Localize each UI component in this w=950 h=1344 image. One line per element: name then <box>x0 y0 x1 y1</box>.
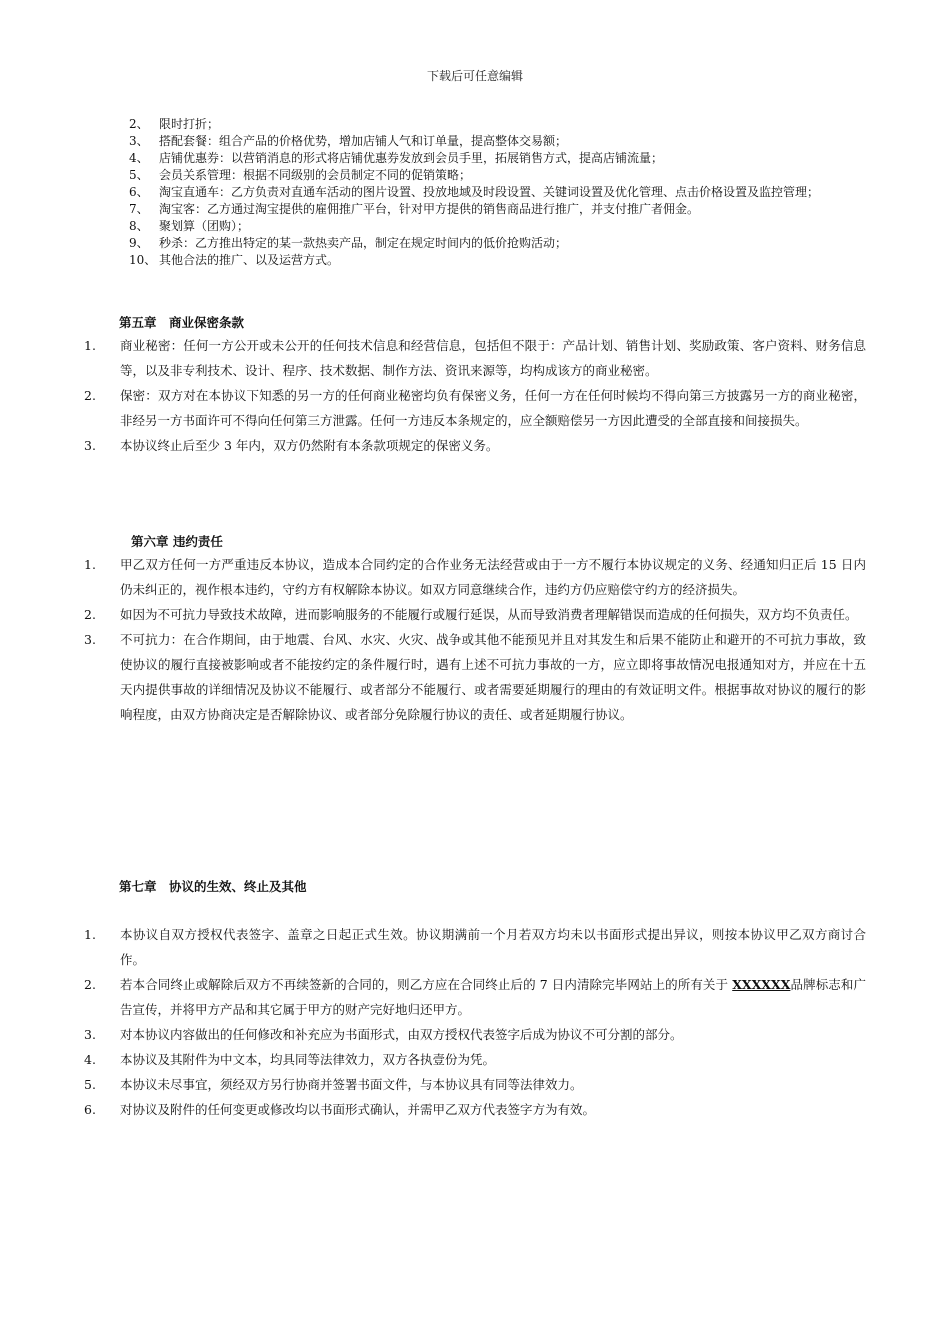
clause-item <box>84 1072 866 1097</box>
clause-text: 对协议及附件的任何变更或修改均以书面形式确认，并需甲乙双方代表签字方为有效。 <box>120 1102 596 1117</box>
clause-item <box>84 627 866 727</box>
clause-number: 4. <box>84 1052 96 1067</box>
clause-text: 本协议自双方授权代表签字、盖章之日起正式生效。协议期满前一个月若双方均未以书面形式提出异议，则按本协议甲乙双方商讨合作。 <box>120 927 866 967</box>
brand-placeholder: XXXXXX <box>732 977 791 992</box>
clause-number: 1. <box>84 927 96 942</box>
item-number: 2、 <box>129 117 149 131</box>
chapter7-title: 第七章 协议的生效、终止及其他 <box>119 879 307 894</box>
promotion-method-list <box>129 116 869 269</box>
item-number: 4、 <box>129 151 149 165</box>
list-item <box>129 218 869 235</box>
clause-number: 5. <box>84 1077 96 1092</box>
item-text: 店铺优惠券：以营销消息的形式将店铺优惠券发放到会员手里，拓展销售方式，提高店铺流量； <box>159 151 664 165</box>
list-item <box>129 167 869 184</box>
clause-text: 不可抗力：在合作期间，由于地震、台风、水灾、火灾、战争或其他不能预见并且对其发生和后果不能防止和避开的不可抗力事故，致使协议的履行直接被影响或者不能按约定的条件履行时，遇有上述不可抗力事故的一方，应立即将事故情况电报通知对方，并应在十五天内提供事故的详细情况及协议不能履行、或者部分不能履行、或者需要延期履行的理由的有效证明文件。根据事故对协议的履行的影响程度，由双方协商决定是否解除协议、或者部分免除履行协议的责任、或者延期履行协议。 <box>120 632 866 722</box>
item-number: 6、 <box>129 185 149 199</box>
item-text: 其他合法的推广、以及运营方式。 <box>159 253 340 267</box>
clause-number: 2. <box>84 607 96 622</box>
clause-text: 本协议终止后至少 3 年内，双方仍然附有本条款项规定的保密义务。 <box>120 438 499 453</box>
list-item <box>129 252 869 269</box>
list-item <box>129 184 869 201</box>
chapter6-list <box>84 552 866 727</box>
item-text: 淘宝直通车：乙方负责对直通车活动的图片设置、投放地域及时段设置、关键词设置及优化管理、点击价格设置及监控管理； <box>159 185 820 199</box>
clause-text: 保密：双方对在本协议下知悉的另一方的任何商业秘密均负有保密义务，任何一方在任何时候均不得向第三方披露另一方的商业秘密，非经另一方书面许可不得向任何第三方泄露。任何一方违反本条规定的，应全额赔偿另一方因此遭受的全部直接和间接损失。 <box>120 388 866 428</box>
chapter5-list <box>84 333 866 458</box>
clause-item <box>84 922 866 972</box>
clause-item <box>84 1097 866 1122</box>
clause-text <box>120 972 866 1022</box>
clause-number: 6. <box>84 1102 96 1117</box>
clause-text: 甲乙双方任何一方严重违反本协议，造成本合同约定的合作业务无法经营或由于一方不履行本协议规定的义务、经通知归正后 15 日内仍未纠正的，视作根本违约，守约方有权解除本协议。如双方同意继续合作，违约方仍应赔偿守约方的经济损失。 <box>120 557 866 597</box>
clause-text: 本协议及其附件为中文本，均具同等法律效力，双方各执壹份为凭。 <box>120 1052 496 1067</box>
clause-text: 本协议未尽事宜，须经双方另行协商并签署书面文件，与本协议具有同等法律效力。 <box>120 1077 583 1092</box>
item-number: 7、 <box>129 202 149 216</box>
clause-text-before: 若本合同终止或解除后双方不再续签新的合同的，则乙方应在合同终止后的 7 日内清除完毕网站上的所有关于 <box>120 977 733 992</box>
clause-number: 3. <box>84 438 96 453</box>
clause-item <box>84 972 866 1022</box>
clause-number: 2. <box>84 388 96 403</box>
item-text: 会员关系管理：根据不同级别的会员制定不同的促销策略； <box>159 168 472 182</box>
clause-item <box>84 602 866 627</box>
clause-item <box>84 433 866 458</box>
clause-number: 3. <box>84 632 96 647</box>
clause-text: 如因为不可抗力导致技术故障，进而影响服务的不能履行或履行延误，从而导致消费者理解错误而造成的任何损失，双方均不负责任。 <box>120 607 858 622</box>
list-item <box>129 201 869 218</box>
chapter5-title: 第五章 商业保密条款 <box>119 315 245 330</box>
item-number: 8、 <box>129 219 149 233</box>
clause-number: 2. <box>84 977 96 992</box>
chapter6-title: 第六章 违约责任 <box>131 534 223 549</box>
clause-number: 3. <box>84 1027 96 1042</box>
item-text: 聚划算（团购）； <box>159 219 250 233</box>
item-number: 3、 <box>129 134 149 148</box>
item-number: 5、 <box>129 168 149 182</box>
chapter7-list <box>84 922 866 1122</box>
clause-number: 1. <box>84 557 96 572</box>
clause-text: 商业秘密：任何一方公开或未公开的任何技术信息和经营信息，包括但不限于：产品计划、销售计划、奖励政策、客户资料、财务信息等，以及非专利技术、设计、程序、技术数据、制作方法、资讯来源等，均构成该方的商业秘密。 <box>120 338 866 378</box>
clause-item <box>84 383 866 433</box>
list-item <box>129 235 869 252</box>
clause-number: 1. <box>84 338 96 353</box>
item-text: 搭配套餐：组合产品的价格优势，增加店铺人气和订单量，提高整体交易额； <box>159 134 568 148</box>
item-text: 限时打折； <box>159 117 220 131</box>
item-number: 9、 <box>129 236 149 250</box>
clause-item <box>84 1022 866 1047</box>
clause-item <box>84 1047 866 1072</box>
clause-text-after: 品牌标志和广告宣传，并将甲方产品和其它属于甲方的财产完好地归还甲方。 <box>120 977 866 1017</box>
clause-item <box>84 552 866 602</box>
item-text: 秒杀：乙方推出特定的某一款热卖产品，制定在规定时间内的低价抢购活动； <box>159 236 568 250</box>
item-number: 10、 <box>129 253 157 267</box>
list-item <box>129 133 869 150</box>
clause-text: 对本协议内容做出的任何修改和补充应为书面形式，由双方授权代表签字后成为协议不可分割的部分。 <box>120 1027 683 1042</box>
item-text: 淘宝客：乙方通过淘宝提供的雇佣推广平台，针对甲方提供的销售商品进行推广，并支付推广者佣金。 <box>159 202 700 216</box>
clause-item <box>84 333 866 383</box>
page-header: 下载后可任意编辑 <box>426 69 523 83</box>
list-item <box>129 116 869 133</box>
list-item <box>129 150 869 167</box>
